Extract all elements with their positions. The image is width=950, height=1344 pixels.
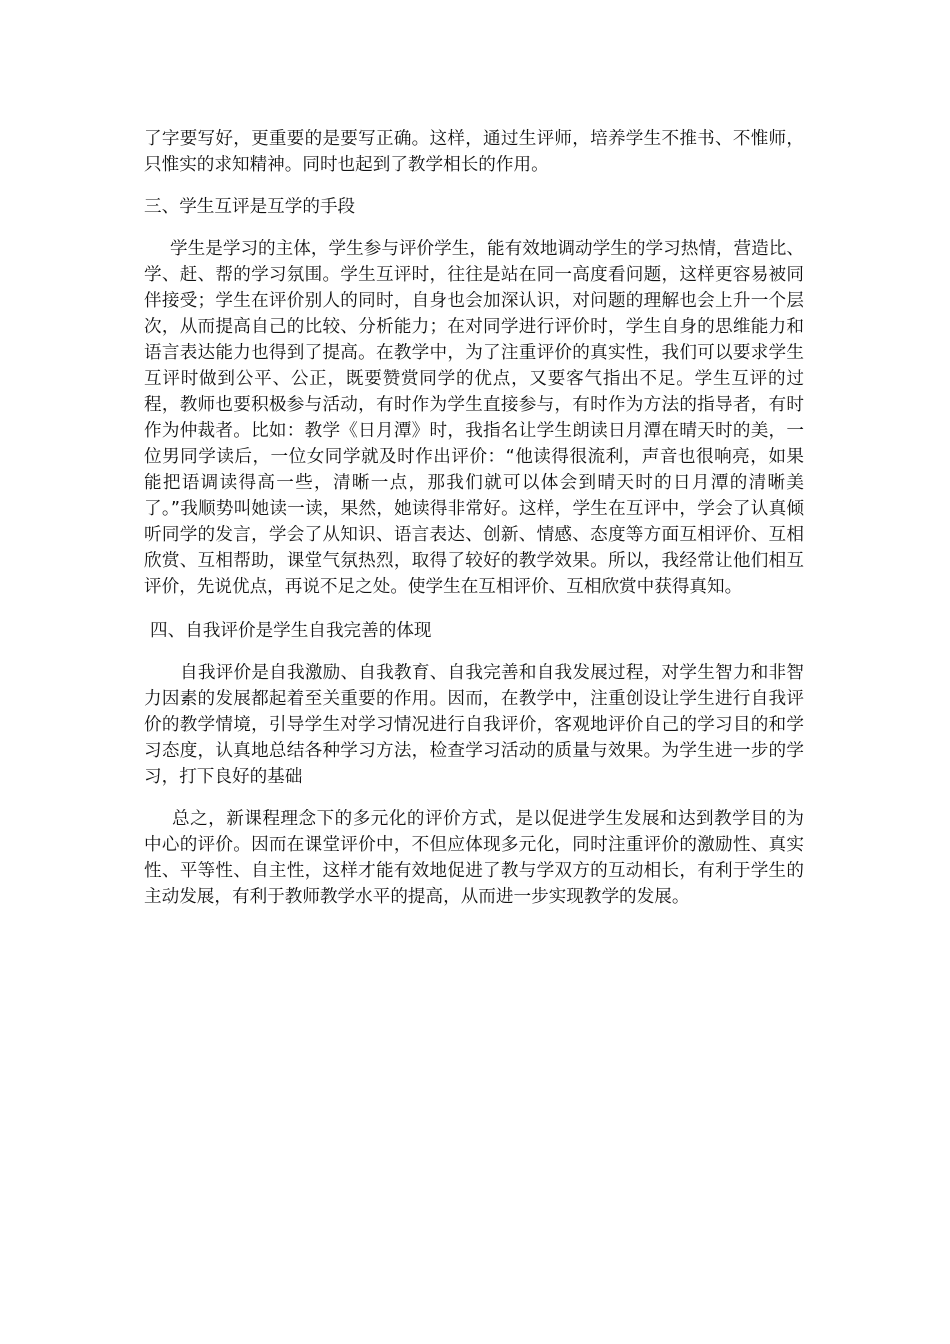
document-page	[144, 126, 804, 910]
paragraph-peer-evaluation: 学生是学习的主体，学生参与评价学生，能有效地调动学生的学习热情，营造比、学、赶、帮的学习氛围。学生互评时，往往是站在同一高度看问题，这样更容易被同伴接受；学生在评价别人的同时，自身也会加深认识，对问题的理解也会上升一个层次，从而提高自己的比较、分析能力；在对同学进行评价时，学生自身的思维能力和语言表达能力也得到了提高。在教学中，为了注重评价的真实性，我们可以要求学生互评时做到公平、公正，既要赞赏同学的优点，又要客气指出不足。学生互评的过程，教师也要积极参与活动，有时作为学生直接参与，有时作为方法的指导者，有时作为仲裁者。比如：教学《日月潭》时，我指名让学生朗读日月潭在晴天时的美，一位男同学读后，一位女同学就及时作出评价：“他读得很流利，声音也很响亮，如果能把语调读得高一些，清晰一点，那我们就可以体会到晴天时的日月潭的清晰美了。”我顺势叫她读一读，果然，她读得非常好。这样，学生在互评中，学会了认真倾听同学的发言，学会了从知识、语言表达、创新、情感、态度等方面互相评价、互相欣赏、互相帮助，课堂气氛热烈，取得了较好的教学效果。所以，我经常让他们相互评价，先说优点，再说不足之处。使学生在互相评价、互相欣赏中获得真知。	[144, 239, 804, 597]
paragraph-self-evaluation: 自我评价是自我激励、自我教育、自我完善和自我发展过程，对学生智力和非智力因素的发展都起着至关重要的作用。因而，在教学中，注重创设让学生进行自我评价的教学情境，引导学生对学习情况进行自我评价，客观地评价自己的学习目的和学习态度，认真地总结各种学习方法，检查学习活动的质量与效果。为学生进一步的学习，打下良好的基础	[144, 663, 804, 787]
paragraph-conclusion: 总之，新课程理念下的多元化的评价方式，是以促进学生发展和达到教学目的为中心的评价。因而在课堂评价中，不但应体现多元化，同时注重评价的激励性、真实性、平等性、自主性，这样才能有效地促进了教与学双方的互动相长，有利于学生的主动发展，有利于教师教学水平的提高，从而进一步实现教学的发展。	[144, 809, 804, 907]
section-heading-4: 四、自我评价是学生自我完善的体现	[150, 621, 432, 641]
section-heading-3: 三、学生互评是互学的手段	[144, 197, 356, 217]
paragraph-continued: 了字要写好，更重要的是要写正确。这样，通过生评师，培养学生不推书、不惟师，只惟实的求知精神。同时也起到了教学相长的作用。	[144, 129, 804, 175]
